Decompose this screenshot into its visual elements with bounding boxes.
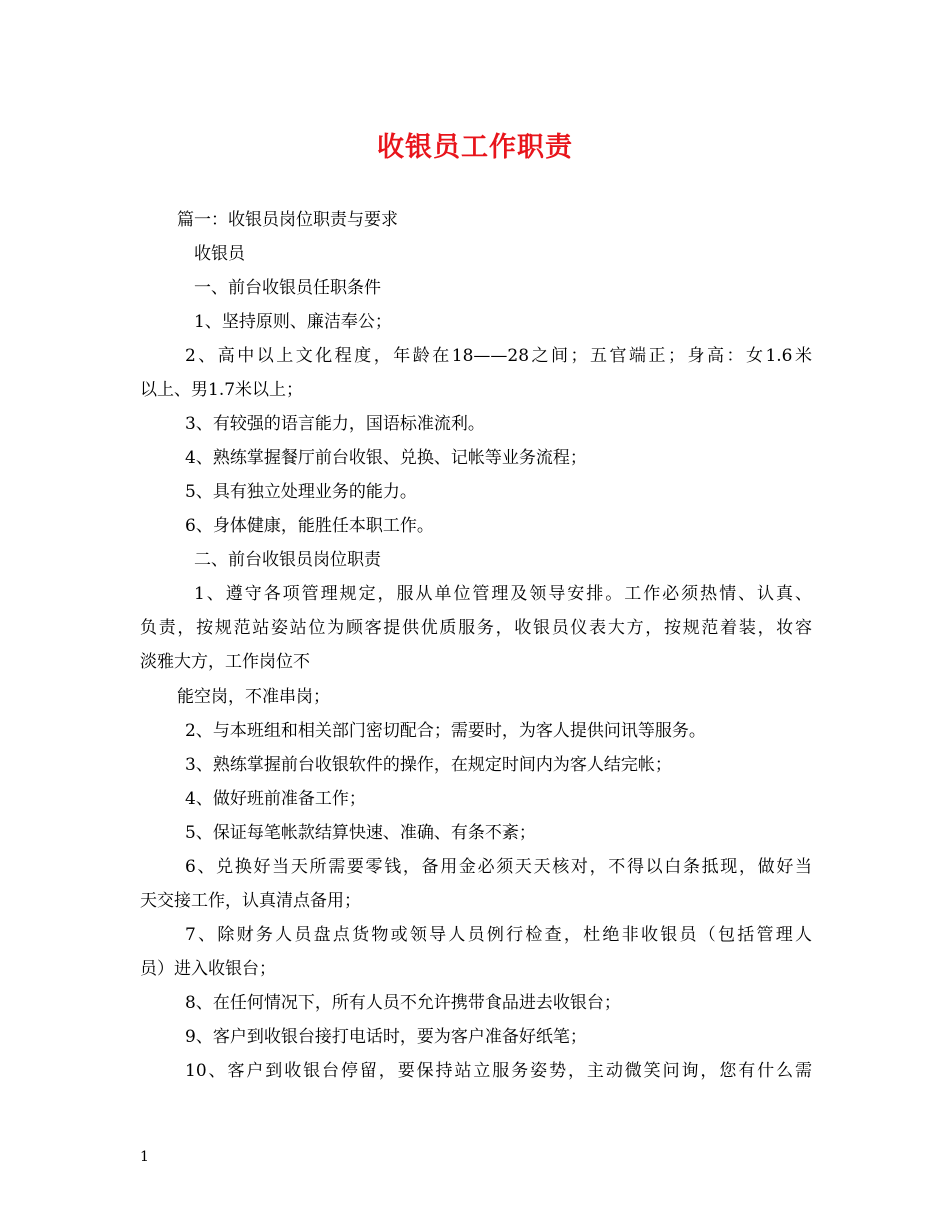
subsection-heading: 一、前台收银员任职条件 bbox=[194, 278, 381, 298]
paragraph-line: 2、高中以上文化程度，年龄在18——28之间；五官端正；身高：女1.6米 bbox=[185, 346, 812, 366]
paragraph-line: 8、在任何情况下，所有人员不允许携带食品进去收银台； bbox=[185, 993, 621, 1013]
paragraph-line: 9、客户到收银台接打电话时，要为客户准备好纸笔； bbox=[185, 1027, 587, 1047]
paragraph-line: 5、具有独立处理业务的能力。 bbox=[185, 482, 417, 502]
paragraph-line: 2、与本班组和相关部门密切配合；需要时，为客人提供问讯等服务。 bbox=[185, 721, 706, 741]
page-number: 1 bbox=[140, 1149, 149, 1165]
paragraph-line: 1、坚持原则、廉洁奉公； bbox=[194, 312, 392, 332]
paragraph-line: 4、熟练掌握餐厅前台收银、兑换、记帐等业务流程； bbox=[185, 448, 587, 468]
paragraph-line: 1、遵守各项管理规定，服从单位管理及领导安排。工作必须热情、认真、 bbox=[194, 584, 812, 604]
role-label: 收银员 bbox=[194, 244, 245, 264]
paragraph-line: 6、身体健康，能胜任本职工作。 bbox=[185, 516, 434, 536]
paragraph-line: 3、熟练掌握前台收银软件的操作，在规定时间内为客人结完帐； bbox=[185, 755, 672, 775]
paragraph-line: 6、兑换好当天所需要零钱，备用金必须天天核对，不得以白条抵现，做好当 bbox=[185, 857, 812, 877]
subsection-heading: 二、前台收银员岗位职责 bbox=[194, 550, 381, 570]
paragraph-line: 7、除财务人员盘点货物或领导人员例行检查，杜绝非收银员（包括管理人 bbox=[185, 925, 812, 945]
paragraph-line: 员）进入收银台； bbox=[140, 959, 276, 979]
document-title: 收银员工作职责 bbox=[377, 132, 573, 163]
paragraph-line: 10、客户到收银台停留，要保持站立服务姿势，主动微笑问询，您有什么需 bbox=[185, 1061, 812, 1081]
paragraph-line: 淡雅大方，工作岗位不 bbox=[140, 652, 310, 672]
paragraph-line: 天交接工作，认真清点备用； bbox=[140, 891, 361, 911]
paragraph-line: 负责，按规范站姿站位为顾客提供优质服务，收银员仪表大方，按规范着装，妆容 bbox=[140, 618, 812, 638]
paragraph-line: 5、保证每笔帐款结算快速、准确、有条不紊； bbox=[185, 823, 536, 843]
paragraph-line: 以上、男1.7米以上； bbox=[140, 380, 304, 400]
paragraph-line: 3、有较强的语言能力，国语标准流利。 bbox=[185, 414, 485, 434]
paragraph-line: 能空岗，不准串岗； bbox=[177, 687, 330, 707]
section-heading: 篇一：收银员岗位职责与要求 bbox=[177, 210, 398, 230]
paragraph-line: 4、做好班前准备工作； bbox=[185, 789, 366, 809]
